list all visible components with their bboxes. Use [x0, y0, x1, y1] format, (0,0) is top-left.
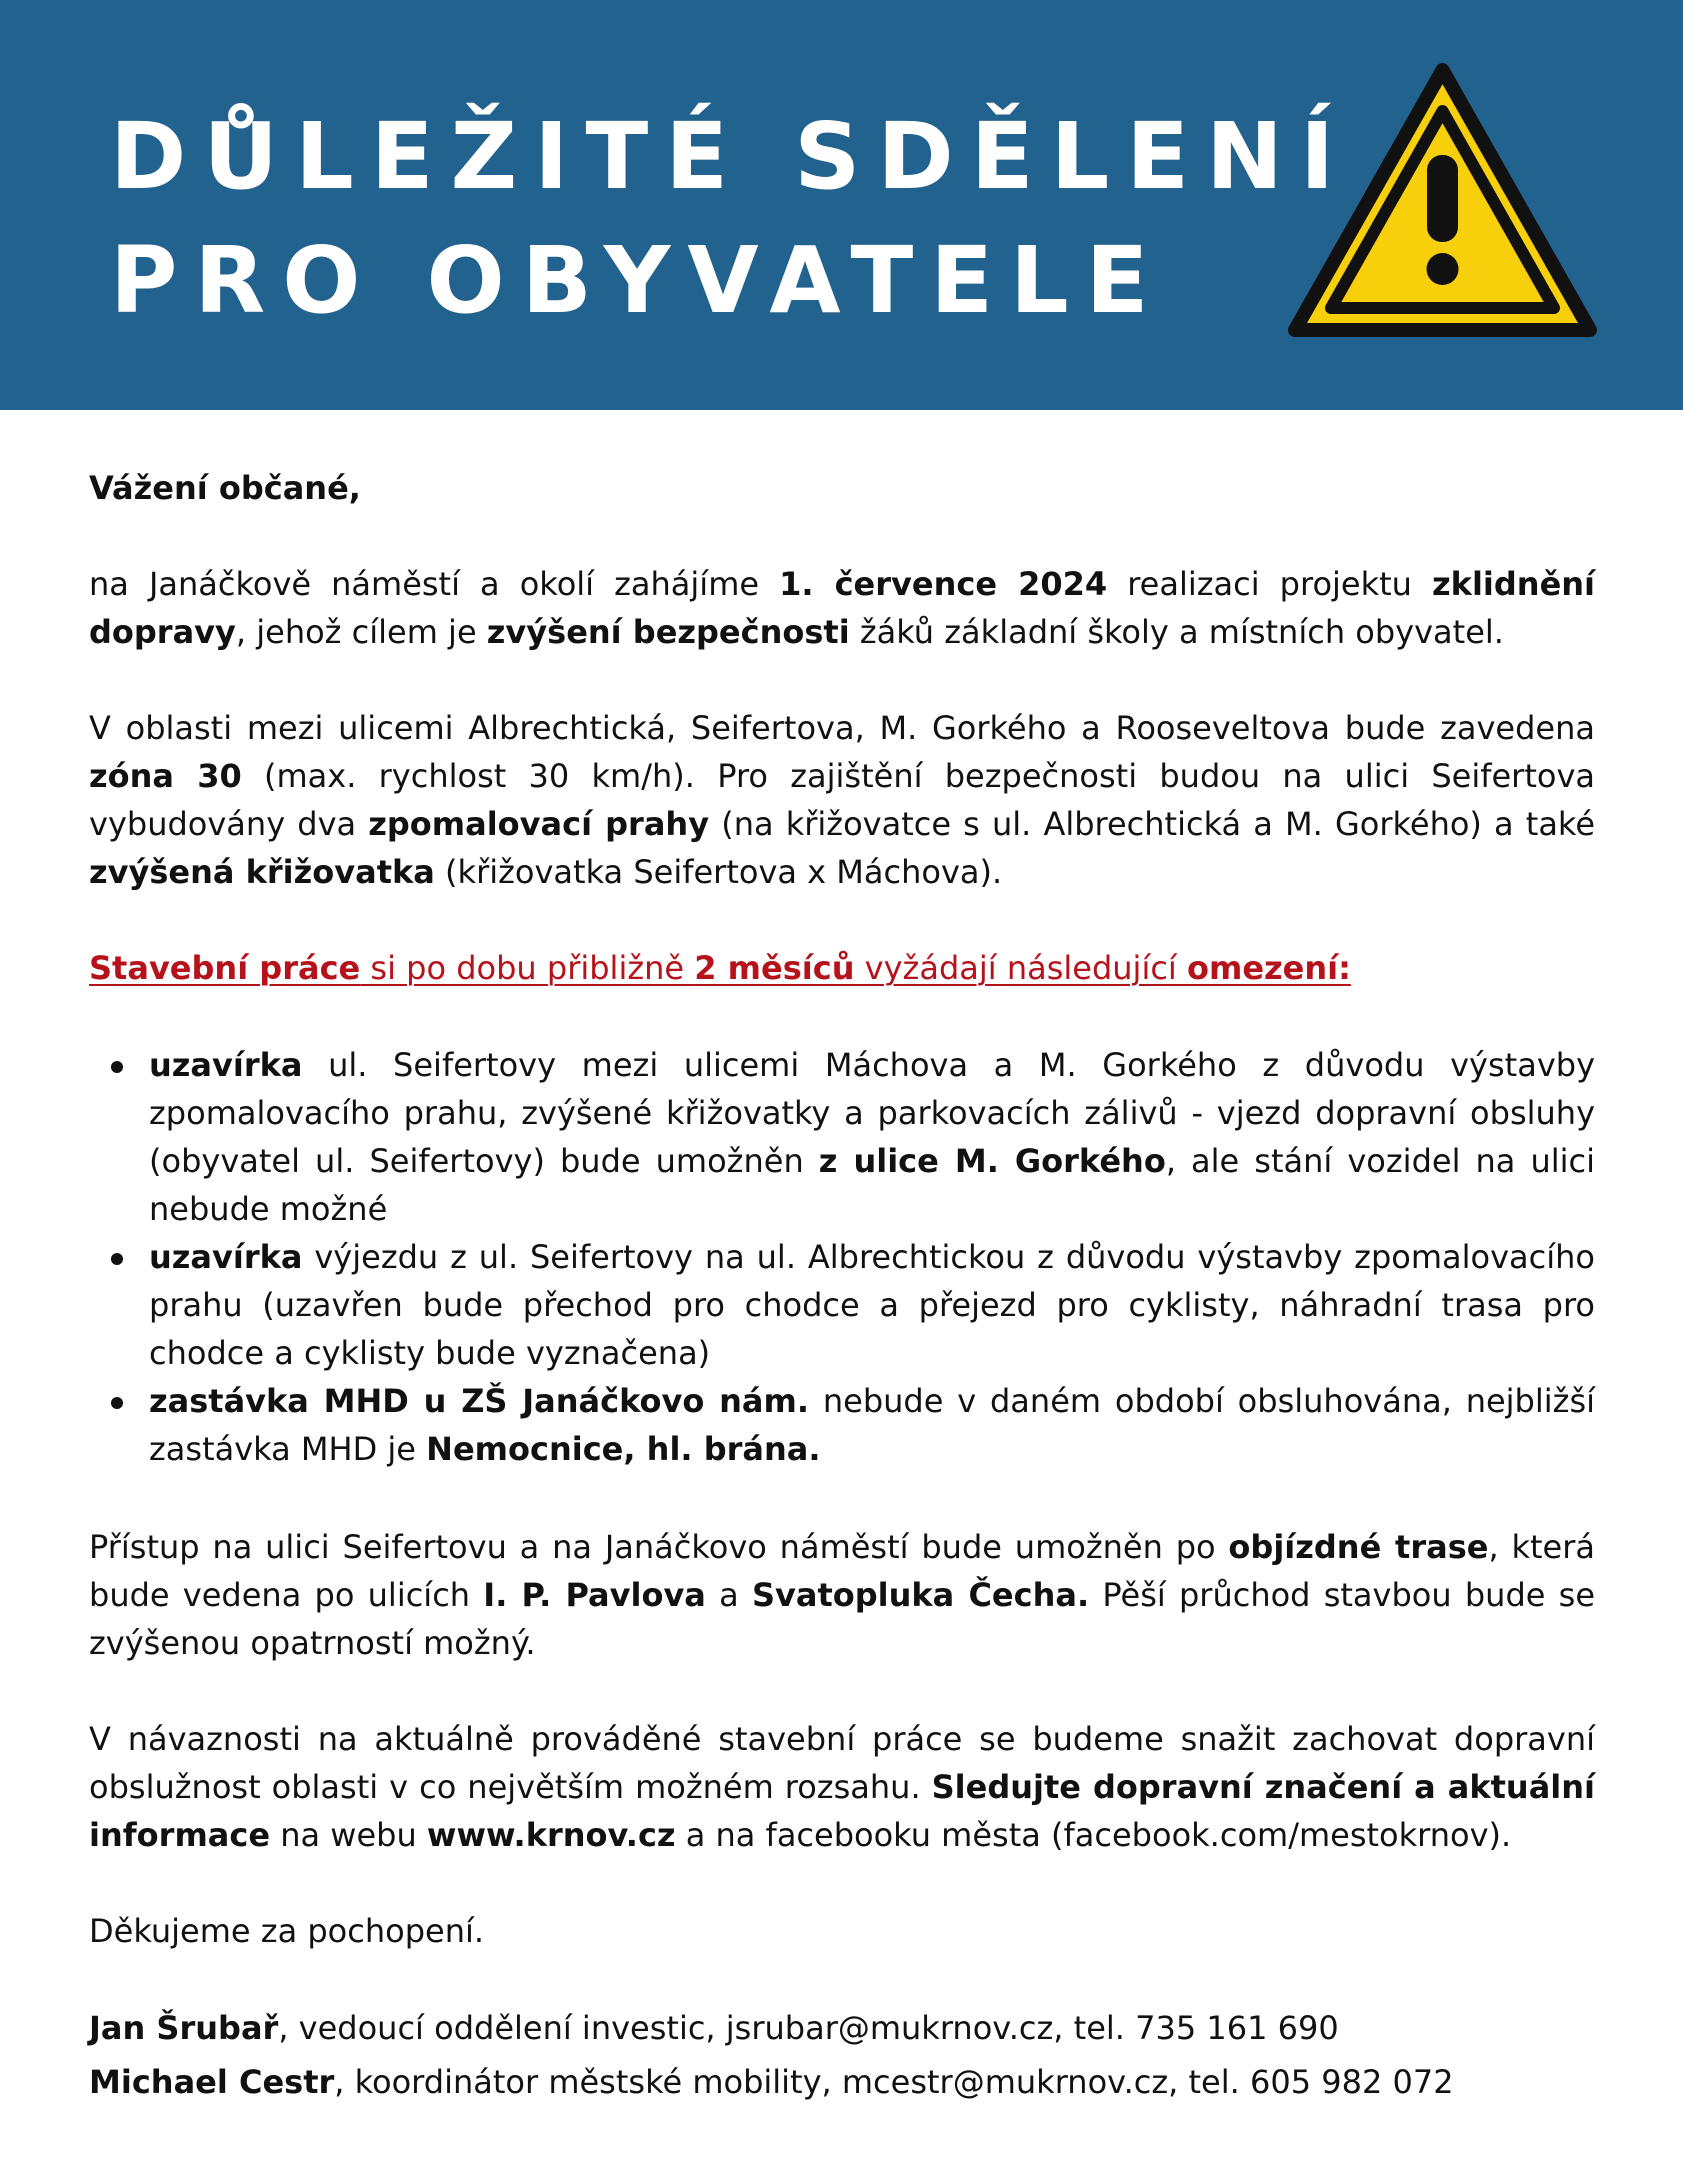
paragraph-1-text-4: žáků základní školy a místních obyvatel.	[849, 613, 1504, 651]
access-from-gorkeho: z ulice M. Gorkého	[818, 1142, 1166, 1180]
paragraph-3-text-3: a	[705, 1576, 752, 1614]
duration: 2 měsíců	[694, 949, 855, 987]
paragraph-3-text-2: , která bude vedena po ulicích	[89, 1528, 1596, 1614]
restriction-item-3	[89, 1377, 1595, 1473]
paragraph-1-text-3: , jehož cílem je	[235, 613, 487, 651]
paragraph-zone-details	[89, 704, 1595, 896]
pavlova-street: I. P. Pavlova	[483, 1576, 706, 1614]
restrictions: omezení:	[1186, 949, 1351, 987]
warning-icon	[1285, 62, 1600, 342]
construction-notice-heading	[89, 944, 1595, 992]
contact-jan-srubar	[89, 2004, 1595, 2052]
paragraph-2-text-2: (max. rychlost 30 km/h). Pro zajištění bezpečnosti budou na ulici Seifertova vybudovány dva	[89, 757, 1596, 843]
paragraph-project-start	[89, 560, 1595, 656]
notice-text-2: vyžádají následující	[854, 949, 1187, 987]
bus-stop-closure: zastávka MHD u ZŠ Janáčkovo nám.	[149, 1382, 810, 1420]
restriction-3-text: nebude v daném období obsluhována, nejbližší zastávka MHD je	[149, 1382, 1596, 1468]
website: www.krnov.cz	[426, 1816, 676, 1854]
notice-text-1: si po dobu přibližně	[360, 949, 695, 987]
restriction-item-2	[89, 1233, 1595, 1377]
start-date: 1. července 2024	[779, 565, 1108, 603]
follow-information: Sledujte dopravní značení a aktuální informace	[89, 1768, 1595, 1854]
paragraph-3-text-1: Přístup na ulici Seifertovu a na Janáčkovo náměstí bude umožněn po	[89, 1528, 1229, 1566]
contact-details-1: , vedoucí oddělení investic, jsrubar@mukrnov.cz, tel. 735 161 690	[278, 2009, 1339, 2047]
restriction-item-1	[89, 1041, 1595, 1233]
paragraph-detour	[89, 1523, 1595, 1667]
paragraph-4-text-2: na webu	[270, 1816, 427, 1854]
nearest-bus-stop: Nemocnice, hl. brána.	[426, 1430, 821, 1468]
contact-name-1: Jan Šrubař	[89, 2009, 279, 2047]
contact-name-2: Michael Cestr	[89, 2063, 335, 2101]
restriction-1-text-1: ul. Seifertovy mezi ulicemi Máchova a M. Gorkého z důvodu výstavby zpomalovacího prahu, zvýšené křižovatky a parkovacích zálivů - vjezd dopravní obsluhy (obyvatel ul. Seifertovy) bude umožněn	[149, 1046, 1595, 1180]
detour-route: objízdné trase	[1228, 1528, 1489, 1566]
raised-intersection: zvýšená křižovatka	[89, 853, 435, 891]
construction-work: Stavební práce	[89, 949, 361, 987]
notice-content	[89, 464, 1595, 2106]
contact-michael-cestr	[89, 2058, 1595, 2106]
restrictions-list	[89, 1041, 1595, 1473]
paragraph-2-text-4: (křižovatka Seifertova x Máchova).	[434, 853, 1003, 891]
paragraph-information	[89, 1715, 1595, 1859]
paragraph-3-text-4: Pěší průchod stavbou bude se zvýšenou opatrností možný.	[89, 1576, 1596, 1662]
safety-goal: zvýšení bezpečnosti	[486, 613, 850, 651]
title-line-1: DŮLEŽITÉ SDĚLENÍ	[110, 103, 1352, 210]
paragraph-2-text-3: (na křižovatce s ul. Albrechtická a M. Gorkého) a také	[709, 805, 1596, 843]
notice-title	[110, 95, 1351, 343]
contact-details-2: , koordinátor městské mobility, mcestr@mukrnov.cz, tel. 605 982 072	[334, 2063, 1454, 2101]
paragraph-1-text-2: realizaci projektu	[1107, 565, 1433, 603]
greeting: Vážení občané,	[89, 469, 361, 507]
paragraph-4-text-1: V návaznosti na aktuálně prováděné stavební práce se budeme snažit zachovat dopravní obslužnost oblasti v co největším možném rozsahu.	[89, 1720, 1595, 1806]
speed-bumps: zpomalovací prahy	[368, 805, 710, 843]
thanks-line: Děkujeme za pochopení.	[89, 1912, 485, 1950]
paragraph-1-text-1: na Janáčkově náměstí a okolí zahájíme	[89, 565, 780, 603]
header-banner	[0, 0, 1683, 410]
closure-label-1: uzavírka	[149, 1046, 303, 1084]
title-line-2: PRO OBYVATELE	[110, 227, 1166, 334]
traffic-calming-project: zklidnění dopravy	[89, 565, 1596, 651]
cecha-street: Svatopluka Čecha.	[751, 1576, 1090, 1614]
paragraph-2-text-1: V oblasti mezi ulicemi Albrechtická, Seifertova, M. Gorkého a Rooseveltova bude zavedena	[89, 709, 1595, 747]
paragraph-4-text-3: a na facebooku města (facebook.com/mestokrnov).	[675, 1816, 1512, 1854]
restriction-1-text-2: , ale stání vozidel na ulici nebude možné	[149, 1142, 1596, 1228]
closure-label-2: uzavírka	[149, 1238, 303, 1276]
zone-30: zóna 30	[89, 757, 242, 795]
restriction-2-text: výjezdu z ul. Seifertovy na ul. Albrechtickou z důvodu výstavby zpomalovacího prahu (uzavřen bude přechod pro chodce a přejezd pro cyklisty, náhradní trasa pro chodce a cyklisty bude vyznačena)	[149, 1238, 1595, 1372]
